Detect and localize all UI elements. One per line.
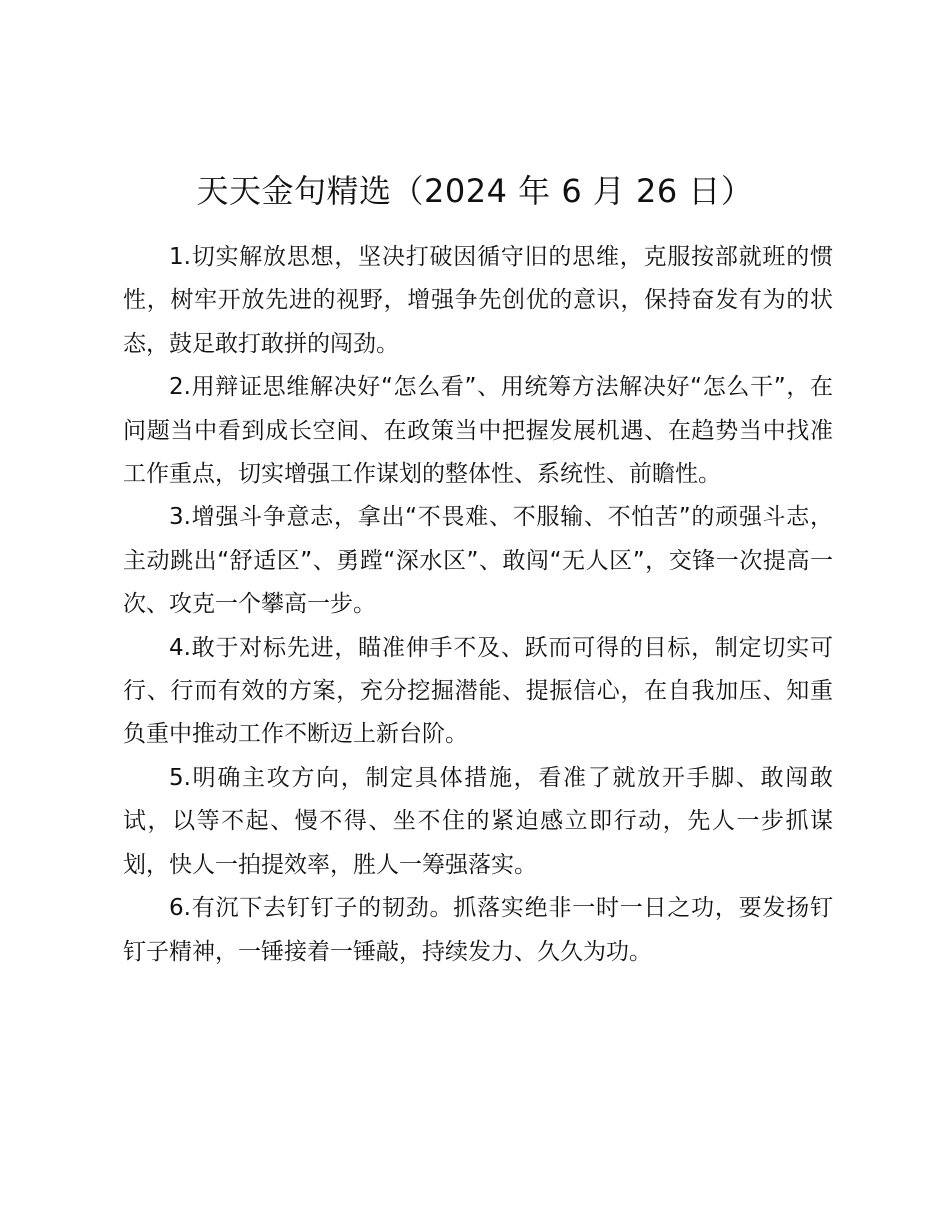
paragraph-4: 4.敢于对标先进，瞄准伸手不及、跃而可得的目标，制定切实可行、行而有效的方案，充分挖掘潜能、提振信心，在自我加压、知重负重中推动工作不断迈上新台阶。	[123, 634, 833, 748]
paragraph-5: 5.明确主攻方向，制定具体措施，看准了就放开手脚、敢闯敢试，以等不起、慢不得、坐不住的紧迫感立即行动，先人一步抓谋划，快人一拍提效率，胜人一筹强落实。	[123, 764, 833, 878]
document-body	[123, 236, 833, 974]
document-title: 天天金句精选（2024 年 6 月 26 日）	[196, 172, 754, 210]
paragraph-3: 3.增强斗争意志，拿出“不畏难、不服输、不怕苦”的顽强斗志，主动跳出“舒适区”、勇蹚“深水区”、敢闯“无人区”，交锋一次提高一次、攻克一个攀高一步。	[123, 504, 833, 618]
paragraph-6: 6.有沉下去钉钉子的韧劲。抓落实绝非一时一日之功，要发扬钉钉子精神，一锤接着一锤敲，持续发力、久久为功。	[123, 895, 833, 965]
paragraph-2: 2.用辩证思维解决好“怎么看”、用统筹方法解决好“怎么干”，在问题当中看到成长空间、在政策当中把握发展机遇、在趋势当中找准工作重点，切实增强工作谋划的整体性、系统性、前瞻性。	[123, 374, 833, 488]
paragraph-1: 1.切实解放思想，坚决打破因循守旧的思维，克服按部就班的惯性，树牢开放先进的视野，增强争先创优的意识，保持奋发有为的状态，鼓足敢打敢拼的闯劲。	[123, 244, 833, 357]
